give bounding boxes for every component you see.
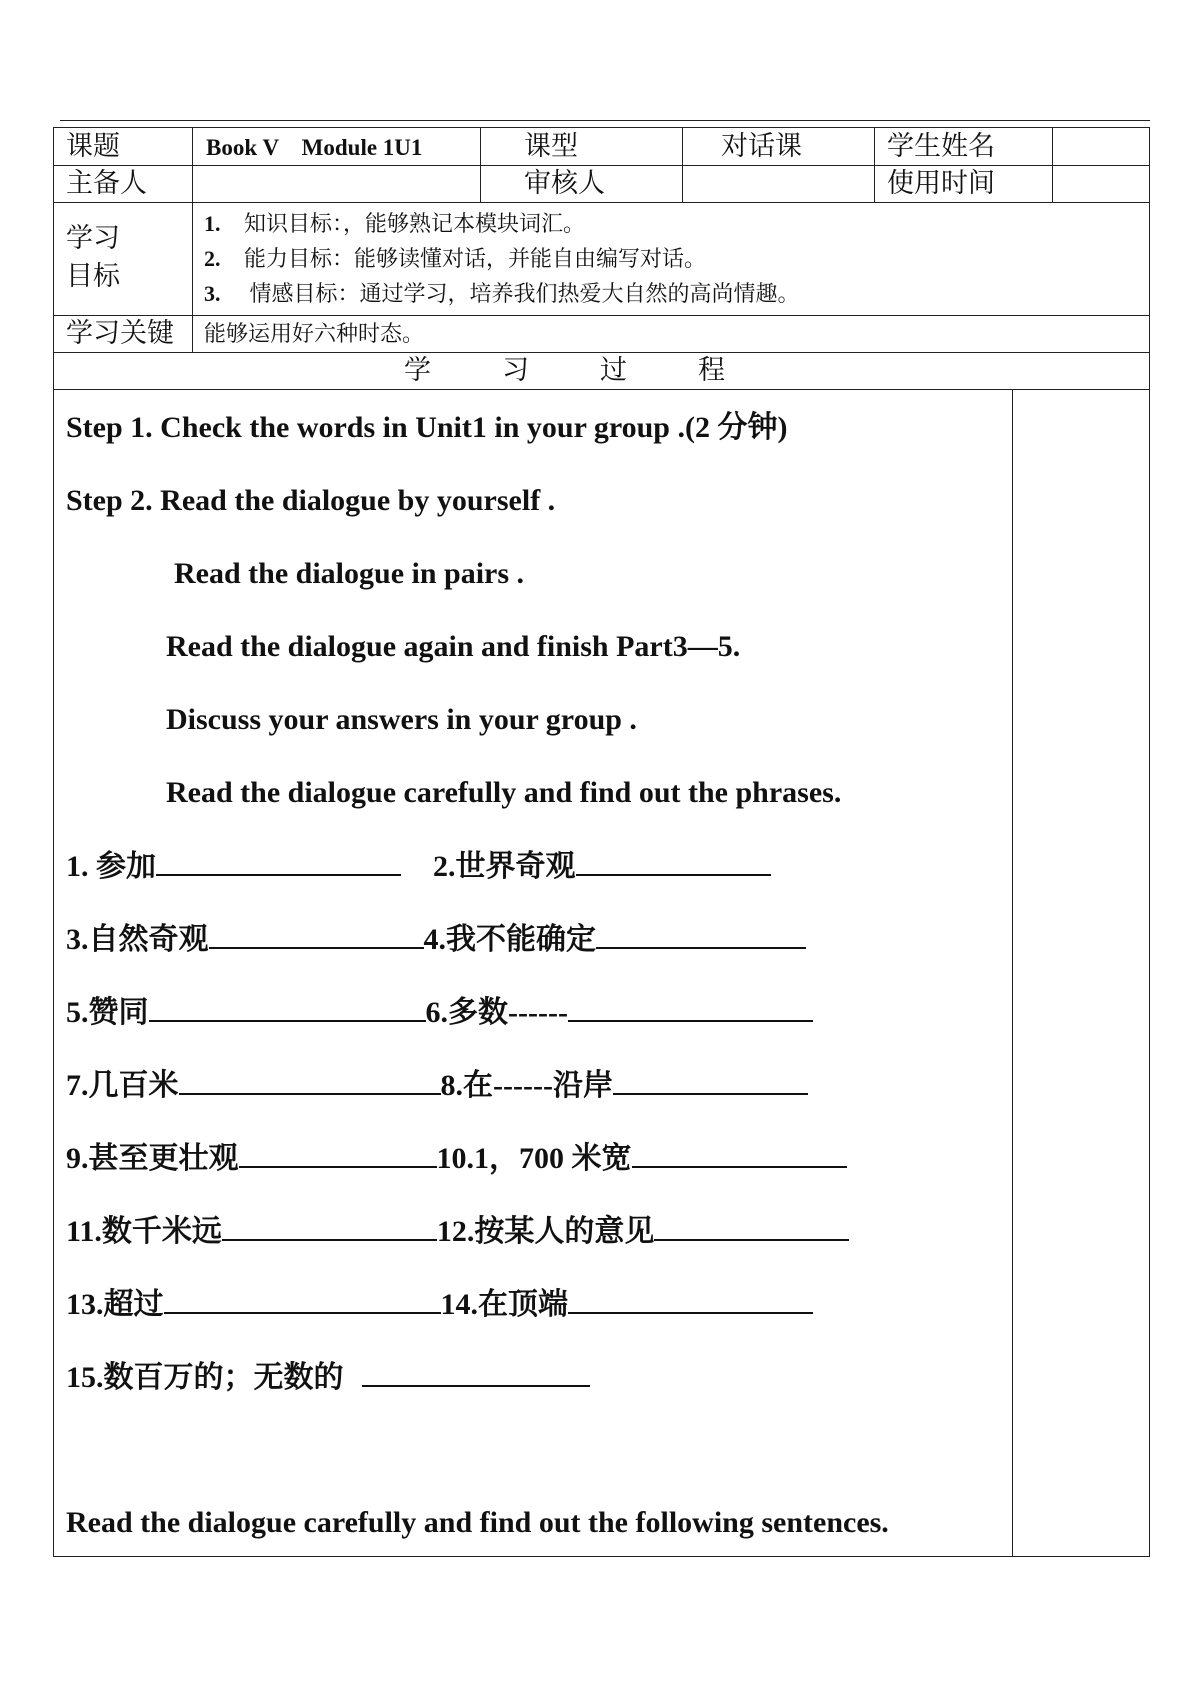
top-rule bbox=[60, 120, 1150, 121]
use-time-label: 使用时间 bbox=[887, 168, 995, 198]
col-divider bbox=[192, 128, 193, 202]
col-divider bbox=[1052, 128, 1053, 202]
phrase-row bbox=[66, 846, 771, 887]
phrase-row bbox=[66, 1211, 849, 1252]
goal-item bbox=[204, 278, 800, 310]
phrase-prompt: 1. 参加 bbox=[66, 850, 156, 883]
step-2-task: Read the dialogue in pairs . bbox=[174, 557, 525, 590]
answer-blank[interactable] bbox=[568, 1284, 813, 1314]
phrase-prompt: 2.世界奇观 bbox=[433, 850, 576, 883]
col-divider bbox=[480, 128, 481, 202]
answer-blank[interactable] bbox=[654, 1211, 849, 1241]
goals-label-line2: 目标 bbox=[66, 261, 120, 291]
topic-label: 课题 bbox=[66, 131, 120, 161]
answer-blank[interactable] bbox=[179, 1065, 441, 1095]
phrase-prompt: 5.赞同 bbox=[66, 996, 149, 1029]
worksheet-table bbox=[53, 127, 1150, 1557]
answer-blank[interactable] bbox=[164, 1284, 441, 1314]
phrase-prompt: 8.在------沿岸 bbox=[440, 1069, 613, 1102]
step-1: Step 1. Check the words in Unit1 in your group .(2 分钟) bbox=[66, 411, 788, 444]
phrase-prompt: 7.几百米 bbox=[66, 1069, 179, 1102]
goal-number: 1. bbox=[204, 211, 221, 236]
answer-blank[interactable] bbox=[596, 919, 806, 949]
answer-blank[interactable] bbox=[568, 992, 813, 1022]
process-title: 学 习 过 程 bbox=[404, 355, 747, 385]
row-divider bbox=[54, 202, 1149, 203]
final-instruction: Read the dialogue carefully and find out the following sentences. bbox=[66, 1506, 889, 1539]
goal-text: 能力目标：能够读懂对话，并能自由编写对话。 bbox=[244, 246, 707, 271]
step-2-task: Read the dialogue again and finish Part3—5. bbox=[166, 630, 741, 663]
reviewer-label: 审核人 bbox=[524, 168, 605, 198]
goal-number: 2. bbox=[204, 246, 221, 271]
phrase-prompt: 12.按某人的意见 bbox=[436, 1215, 655, 1248]
col-divider bbox=[874, 128, 875, 202]
col-divider bbox=[682, 128, 683, 202]
answer-blank[interactable] bbox=[239, 1138, 437, 1168]
answer-blank[interactable] bbox=[576, 846, 771, 876]
phrase-prompt: 3.自然奇观 bbox=[66, 923, 209, 956]
answer-blank[interactable] bbox=[156, 846, 401, 876]
key-label: 学习关键 bbox=[66, 318, 174, 348]
answer-blank[interactable] bbox=[632, 1138, 847, 1168]
lesson-type-label: 课型 bbox=[524, 131, 578, 161]
answer-blank[interactable] bbox=[209, 919, 424, 949]
phrase-prompt: 10.1，700 米宽 bbox=[436, 1142, 632, 1175]
notes-column-divider bbox=[1012, 389, 1013, 1556]
phrase-row bbox=[66, 1357, 590, 1398]
col-divider bbox=[192, 202, 193, 352]
answer-blank[interactable] bbox=[222, 1211, 437, 1241]
goal-number: 3. bbox=[204, 281, 221, 306]
phrase-prompt: 14.在顶端 bbox=[440, 1288, 568, 1321]
phrase-prompt: 4.我不能确定 bbox=[423, 923, 596, 956]
row-divider bbox=[54, 315, 1149, 316]
answer-blank[interactable] bbox=[613, 1065, 808, 1095]
row-divider bbox=[54, 389, 1149, 390]
goal-text: 情感目标：通过学习，培养我们热爱大自然的高尚情趣。 bbox=[244, 281, 800, 306]
goal-item bbox=[204, 208, 585, 240]
step-2: Step 2. Read the dialogue by yourself . bbox=[66, 484, 556, 517]
goal-item bbox=[204, 243, 706, 275]
student-name-label: 学生姓名 bbox=[887, 131, 995, 161]
phrase-prompt: 9.甚至更壮观 bbox=[66, 1142, 239, 1175]
topic-value: Book V Module 1U1 bbox=[206, 135, 423, 160]
step-2-task: Read the dialogue carefully and find out the phrases. bbox=[166, 776, 842, 809]
lesson-type-value: 对话课 bbox=[721, 131, 802, 161]
phrase-row bbox=[66, 1065, 808, 1106]
phrase-prompt: 13.超过 bbox=[66, 1288, 164, 1321]
answer-blank[interactable] bbox=[362, 1357, 590, 1387]
phrase-prompt: 11.数千米远 bbox=[66, 1215, 222, 1248]
phrase-row bbox=[66, 919, 806, 960]
goals-label-line1: 学习 bbox=[66, 223, 120, 253]
phrase-row bbox=[66, 1284, 813, 1325]
answer-blank[interactable] bbox=[149, 992, 426, 1022]
phrase-row bbox=[66, 992, 813, 1033]
phrase-row bbox=[66, 1138, 847, 1179]
phrase-prompt: 6.多数------ bbox=[425, 996, 568, 1029]
goal-text: 知识目标：，能够熟记本模块词汇。 bbox=[244, 211, 586, 236]
step-2-task: Discuss your answers in your group . bbox=[166, 703, 637, 736]
key-value: 能够运用好六种时态。 bbox=[204, 321, 425, 346]
phrase-prompt: 15.数百万的；无数的 bbox=[66, 1361, 344, 1394]
preparer-label: 主备人 bbox=[66, 168, 147, 198]
